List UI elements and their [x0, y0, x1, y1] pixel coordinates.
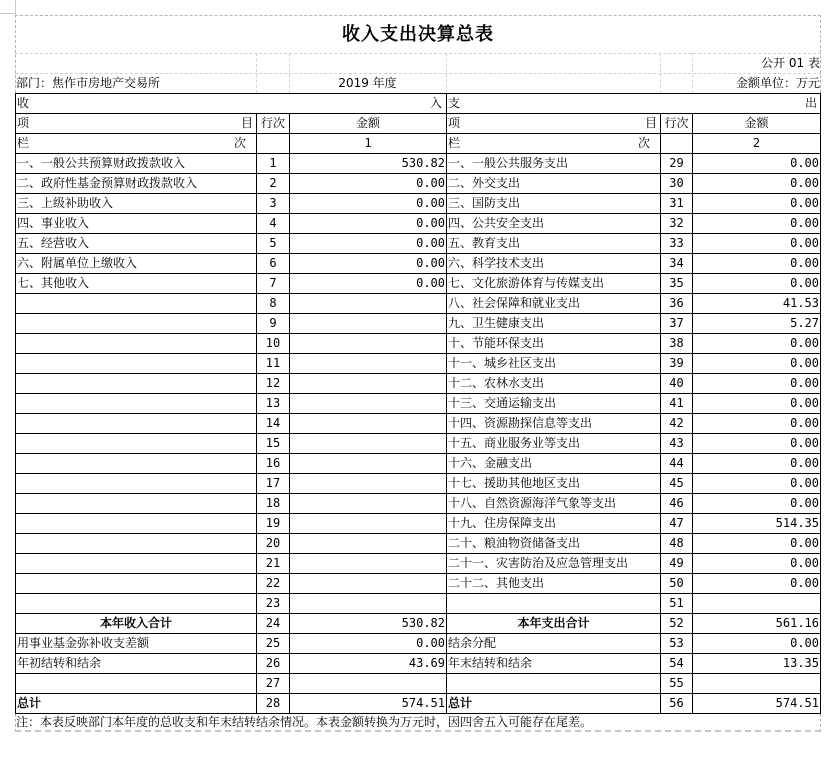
income-amount — [290, 594, 447, 614]
expense-row-number: 51 — [661, 594, 693, 614]
income-row-number: 15 — [257, 434, 290, 454]
table-row — [16, 194, 821, 214]
table-row — [16, 434, 821, 454]
income-row-number: 1 — [257, 154, 290, 174]
income-row-number: 17 — [257, 474, 290, 494]
expense-column-number: 2 — [693, 134, 821, 154]
income-row-number: 10 — [257, 334, 290, 354]
expense-amount: 514.35 — [693, 514, 821, 534]
column-label-left: 栏 — [448, 136, 461, 150]
expense-row-number: 34 — [661, 254, 693, 274]
income-amount — [290, 514, 447, 534]
income-item-label — [16, 454, 257, 474]
income-amount — [290, 434, 447, 454]
income-item-label: 三、上级补助收入 — [16, 194, 257, 214]
item-header-left: 项 — [17, 116, 30, 130]
item-header-right: 目 — [240, 116, 253, 130]
income-item-label — [16, 394, 257, 414]
expense-row-number: 52 — [661, 614, 693, 634]
expense-row-number: 53 — [661, 634, 693, 654]
expense-amount: 0.00 — [693, 494, 821, 514]
income-item-label — [16, 534, 257, 554]
expense-amount: 0.00 — [693, 254, 821, 274]
table-row — [16, 294, 821, 314]
income-row-number: 20 — [257, 534, 290, 554]
expense-header-right: 出 — [804, 96, 817, 110]
income-row-number: 19 — [257, 514, 290, 534]
income-section-header — [16, 94, 447, 114]
expense-row-number: 47 — [661, 514, 693, 534]
income-row-number: 13 — [257, 394, 290, 414]
income-amount: 0.00 — [290, 634, 447, 654]
table-row — [16, 414, 821, 434]
expense-amount-header: 金额 — [693, 114, 821, 134]
income-amount: 0.00 — [290, 234, 447, 254]
expense-item-label: 八、社会保障和就业支出 — [447, 294, 661, 314]
income-amount — [290, 294, 447, 314]
item-header-right: 目 — [644, 116, 657, 130]
income-item-label — [16, 674, 257, 694]
column-header-row — [16, 114, 821, 134]
income-amount — [290, 534, 447, 554]
expense-amount: 0.00 — [693, 354, 821, 374]
amount-unit: 金额单位：万元 — [735, 76, 820, 90]
income-item-label — [16, 574, 257, 594]
table-row — [16, 454, 821, 474]
income-item-label — [16, 494, 257, 514]
income-item-label — [16, 434, 257, 454]
expense-item-label: 二、外交支出 — [447, 174, 661, 194]
income-row-number: 25 — [257, 634, 290, 654]
expense-row-number: 32 — [661, 214, 693, 234]
income-row-number: 4 — [257, 214, 290, 234]
expense-row-number: 38 — [661, 334, 693, 354]
income-amount — [290, 474, 447, 494]
expense-row-number: 48 — [661, 534, 693, 554]
expense-amount: 0.00 — [693, 414, 821, 434]
gridline — [446, 53, 447, 93]
expense-amount: 0.00 — [693, 174, 821, 194]
table-row — [16, 494, 821, 514]
expense-row-number: 41 — [661, 394, 693, 414]
income-row-number: 16 — [257, 454, 290, 474]
income-amount: 0.00 — [290, 194, 447, 214]
income-amount: 574.51 — [290, 694, 447, 714]
expense-item-label: 十三、交通运输支出 — [447, 394, 661, 414]
gridline — [660, 53, 661, 93]
income-row-number: 11 — [257, 354, 290, 374]
table-row — [16, 374, 821, 394]
table-row — [16, 474, 821, 494]
income-item-header — [16, 114, 257, 134]
income-header-right: 入 — [429, 96, 442, 110]
income-row-number: 12 — [257, 374, 290, 394]
expense-amount: 0.00 — [693, 574, 821, 594]
income-item-label: 二、政府性基金预算财政拨款收入 — [16, 174, 257, 194]
income-amount — [290, 354, 447, 374]
fiscal-year: 2019 年度 — [338, 76, 397, 90]
income-row-number: 6 — [257, 254, 290, 274]
expense-item-label: 十二、农林水支出 — [447, 374, 661, 394]
income-row-number: 14 — [257, 414, 290, 434]
expense-item-label: 九、卫生健康支出 — [447, 314, 661, 334]
empty-cell — [661, 134, 693, 154]
income-row-number: 18 — [257, 494, 290, 514]
column-label-left: 栏 — [17, 136, 30, 150]
expense-item-label: 结余分配 — [447, 634, 661, 654]
income-amount: 0.00 — [290, 174, 447, 194]
expense-column-label — [447, 134, 661, 154]
expense-row-number: 45 — [661, 474, 693, 494]
income-row-number: 27 — [257, 674, 290, 694]
table-row — [16, 674, 821, 694]
sheet-corner-line — [0, 13, 15, 14]
income-row-number: 28 — [257, 694, 290, 714]
expense-amount: 0.00 — [693, 374, 821, 394]
expense-item-label: 十九、住房保障支出 — [447, 514, 661, 534]
expense-item-label — [447, 594, 661, 614]
income-item-label — [16, 334, 257, 354]
expense-amount: 0.00 — [693, 474, 821, 494]
income-item-label: 四、事业收入 — [16, 214, 257, 234]
income-amount — [290, 314, 447, 334]
expense-item-label: 二十二、其他支出 — [447, 574, 661, 594]
expense-item-label: 七、文化旅游体育与传媒支出 — [447, 274, 661, 294]
income-column-label — [16, 134, 257, 154]
income-row-number: 9 — [257, 314, 290, 334]
income-item-label — [16, 554, 257, 574]
expense-row-number: 56 — [661, 694, 693, 714]
expense-row-number: 43 — [661, 434, 693, 454]
expense-row-number: 36 — [661, 294, 693, 314]
expense-amount: 0.00 — [693, 554, 821, 574]
income-item-label — [16, 354, 257, 374]
expense-amount: 0.00 — [693, 274, 821, 294]
column-label-right: 次 — [637, 136, 650, 150]
income-item-label: 总计 — [16, 694, 257, 714]
income-column-number: 1 — [290, 134, 447, 154]
expense-header-left: 支 — [448, 96, 461, 110]
income-item-label: 七、其他收入 — [16, 274, 257, 294]
income-amount: 530.82 — [290, 614, 447, 634]
expense-amount: 13.35 — [693, 654, 821, 674]
expense-amount: 561.16 — [693, 614, 821, 634]
expense-row-number: 31 — [661, 194, 693, 214]
expense-row-number: 40 — [661, 374, 693, 394]
income-amount — [290, 414, 447, 434]
expense-row-number: 35 — [661, 274, 693, 294]
table-row — [16, 174, 821, 194]
form-number: 公开 01 表 — [761, 56, 820, 70]
income-row-number: 7 — [257, 274, 290, 294]
column-label-right: 次 — [233, 136, 246, 150]
income-item-label: 年初结转和结余 — [16, 654, 257, 674]
expense-row-number: 29 — [661, 154, 693, 174]
sheet-corner-line — [15, 0, 16, 15]
empty-cell — [257, 134, 290, 154]
income-amount — [290, 554, 447, 574]
expense-section-header — [447, 94, 821, 114]
income-amount: 530.82 — [290, 154, 447, 174]
expense-amount: 0.00 — [693, 194, 821, 214]
section-header-row — [16, 94, 821, 114]
income-row-no-header: 行次 — [257, 114, 290, 134]
expense-row-no-header: 行次 — [661, 114, 693, 134]
income-item-label: 本年收入合计 — [16, 614, 257, 634]
expense-amount: 0.00 — [693, 214, 821, 234]
table-row — [16, 354, 821, 374]
expense-item-label: 四、公共安全支出 — [447, 214, 661, 234]
expense-item-label: 三、国防支出 — [447, 194, 661, 214]
expense-amount: 0.00 — [693, 634, 821, 654]
expense-row-number: 37 — [661, 314, 693, 334]
expense-item-label: 六、科学技术支出 — [447, 254, 661, 274]
department-label: 部门：焦作市房地产交易所 — [16, 76, 161, 90]
income-amount-header: 金额 — [290, 114, 447, 134]
expense-item-label: 十五、商业服务业等支出 — [447, 434, 661, 454]
table-row — [16, 594, 821, 614]
table-row — [16, 214, 821, 234]
expense-amount: 0.00 — [693, 334, 821, 354]
income-row-number: 21 — [257, 554, 290, 574]
expense-item-label: 本年支出合计 — [447, 614, 661, 634]
table-row — [16, 394, 821, 414]
income-expense-table — [15, 93, 821, 714]
expense-item-label: 十八、自然资源海洋气象等支出 — [447, 494, 661, 514]
income-amount: 43.69 — [290, 654, 447, 674]
table-row — [16, 614, 821, 634]
expense-amount: 41.53 — [693, 294, 821, 314]
expense-item-label: 十、节能环保支出 — [447, 334, 661, 354]
expense-row-number: 42 — [661, 414, 693, 434]
income-item-label: 用事业基金弥补收支差额 — [16, 634, 257, 654]
income-amount — [290, 494, 447, 514]
expense-amount: 0.00 — [693, 154, 821, 174]
expense-row-number: 46 — [661, 494, 693, 514]
expense-amount — [693, 594, 821, 614]
expense-item-header — [447, 114, 661, 134]
income-item-label — [16, 474, 257, 494]
report-title: 收入支出决算总表 — [342, 24, 494, 45]
income-row-number: 24 — [257, 614, 290, 634]
expense-row-number: 44 — [661, 454, 693, 474]
expense-item-label: 二十一、灾害防治及应急管理支出 — [447, 554, 661, 574]
expense-amount: 0.00 — [693, 234, 821, 254]
income-item-label: 六、附属单位上缴收入 — [16, 254, 257, 274]
expense-item-label: 年末结转和结余 — [447, 654, 661, 674]
expense-item-label: 十四、资源勘探信息等支出 — [447, 414, 661, 434]
expense-amount: 0.00 — [693, 394, 821, 414]
expense-item-label: 十七、援助其他地区支出 — [447, 474, 661, 494]
income-item-label — [16, 414, 257, 434]
expense-item-label: 总计 — [447, 694, 661, 714]
income-item-label — [16, 514, 257, 534]
expense-item-label: 十一、城乡社区支出 — [447, 354, 661, 374]
table-row — [16, 574, 821, 594]
income-amount: 0.00 — [290, 274, 447, 294]
income-item-label — [16, 594, 257, 614]
table-row — [16, 534, 821, 554]
item-header-left: 项 — [448, 116, 461, 130]
table-row — [16, 634, 821, 654]
expense-row-number: 33 — [661, 234, 693, 254]
table-row — [16, 694, 821, 714]
expense-row-number: 50 — [661, 574, 693, 594]
expense-row-number: 49 — [661, 554, 693, 574]
expense-amount: 0.00 — [693, 454, 821, 474]
table-row — [16, 274, 821, 294]
income-amount: 0.00 — [290, 214, 447, 234]
income-row-number: 26 — [257, 654, 290, 674]
table-row — [16, 334, 821, 354]
expense-item-label: 五、教育支出 — [447, 234, 661, 254]
expense-item-label: 十六、金融支出 — [447, 454, 661, 474]
expense-item-label — [447, 674, 661, 694]
expense-item-label: 二十、粮油物资储备支出 — [447, 534, 661, 554]
expense-amount: 0.00 — [693, 434, 821, 454]
expense-row-number: 39 — [661, 354, 693, 374]
income-item-label: 五、经营收入 — [16, 234, 257, 254]
expense-row-number: 55 — [661, 674, 693, 694]
expense-amount: 0.00 — [693, 534, 821, 554]
income-row-number: 23 — [257, 594, 290, 614]
income-row-number: 8 — [257, 294, 290, 314]
table-row — [16, 654, 821, 674]
expense-amount — [693, 674, 821, 694]
income-amount — [290, 374, 447, 394]
expense-row-number: 54 — [661, 654, 693, 674]
table-row — [16, 554, 821, 574]
income-amount — [290, 574, 447, 594]
income-header-left: 收 — [17, 96, 30, 110]
expense-row-number: 30 — [661, 174, 693, 194]
column-number-row — [16, 134, 821, 154]
income-row-number: 3 — [257, 194, 290, 214]
income-row-number: 22 — [257, 574, 290, 594]
income-item-label — [16, 294, 257, 314]
table-row — [16, 234, 821, 254]
gridline — [256, 53, 257, 93]
table-row — [16, 154, 821, 174]
income-amount — [290, 334, 447, 354]
expense-amount: 574.51 — [693, 694, 821, 714]
income-amount — [290, 454, 447, 474]
expense-amount: 5.27 — [693, 314, 821, 334]
income-amount: 0.00 — [290, 254, 447, 274]
footnote: 注：本表反映部门本年度的总收支和年末结转结余情况。本表金额转换为万元时，因四舍五入可能存在尾差。 — [16, 715, 593, 729]
income-item-label: 一、一般公共预算财政拨款收入 — [16, 154, 257, 174]
table-row — [16, 514, 821, 534]
income-amount — [290, 394, 447, 414]
income-row-number: 5 — [257, 234, 290, 254]
income-row-number: 2 — [257, 174, 290, 194]
income-item-label — [16, 314, 257, 334]
table-row — [16, 254, 821, 274]
income-amount — [290, 674, 447, 694]
expense-item-label: 一、一般公共服务支出 — [447, 154, 661, 174]
table-row — [16, 314, 821, 334]
income-item-label — [16, 374, 257, 394]
